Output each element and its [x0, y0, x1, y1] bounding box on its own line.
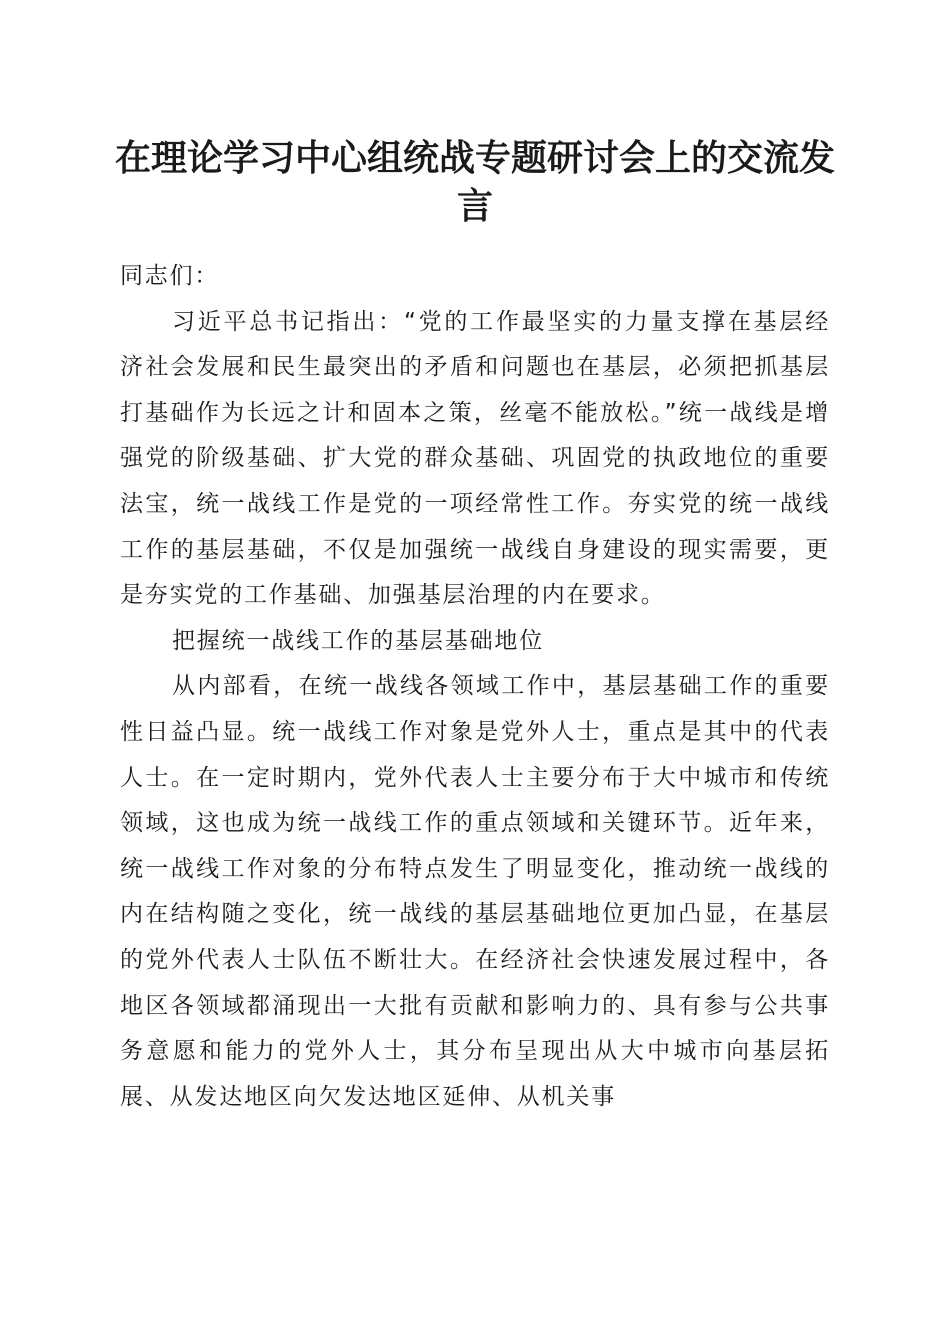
section-heading: 把握统一战线工作的基层基础地位: [172, 627, 544, 654]
salutation: 同志们：: [120, 263, 220, 289]
paragraph-intro: 习近平总书记指出：“党的工作最坚实的力量支撑在基层经济社会发展和民生最突出的矛盾和问题也在基层，必须把抓基层打基础作为长远之计和固本之策，丝毫不能放松。”统一战线是增强党的阶级基础、扩大党的群众基础、巩固党的执政地位的重要法宝，统一战线工作是党的一项经常性工作。夯实党的统一战线工作的基层基础，不仅是加强统一战线自身建设的现实需要，更是夯实党的工作基础、加强基层治理的内在要求。: [120, 308, 830, 609]
document-body: [120, 254, 830, 1120]
document-title: 在理论学习中心组统战专题研讨会上的交流发言: [114, 137, 835, 227]
paragraph-internal-view: 从内部看，在统一战线各领域工作中，基层基础工作的重要性日益凸显。统一战线工作对象是党外人士，重点是其中的代表人士。在一定时期内，党外代表人士主要分布于大中城市和传统领域，这也成为统一战线工作的重点领域和关键环节。近年来，统一战线工作对象的分布特点发生了明显变化，推动统一战线的内在结构随之变化，统一战线的基层基础地位更加凸显，在基层的党外代表人士队伍不断壮大。在经济社会快速发展过程中，各地区各领域都涌现出一大批有贡献和影响力的、具有参与公共事务意愿和能力的党外人士，其分布呈现出从大中城市向基层拓展、从发达地区向欠发达地区延伸、从机关事: [120, 673, 830, 1110]
